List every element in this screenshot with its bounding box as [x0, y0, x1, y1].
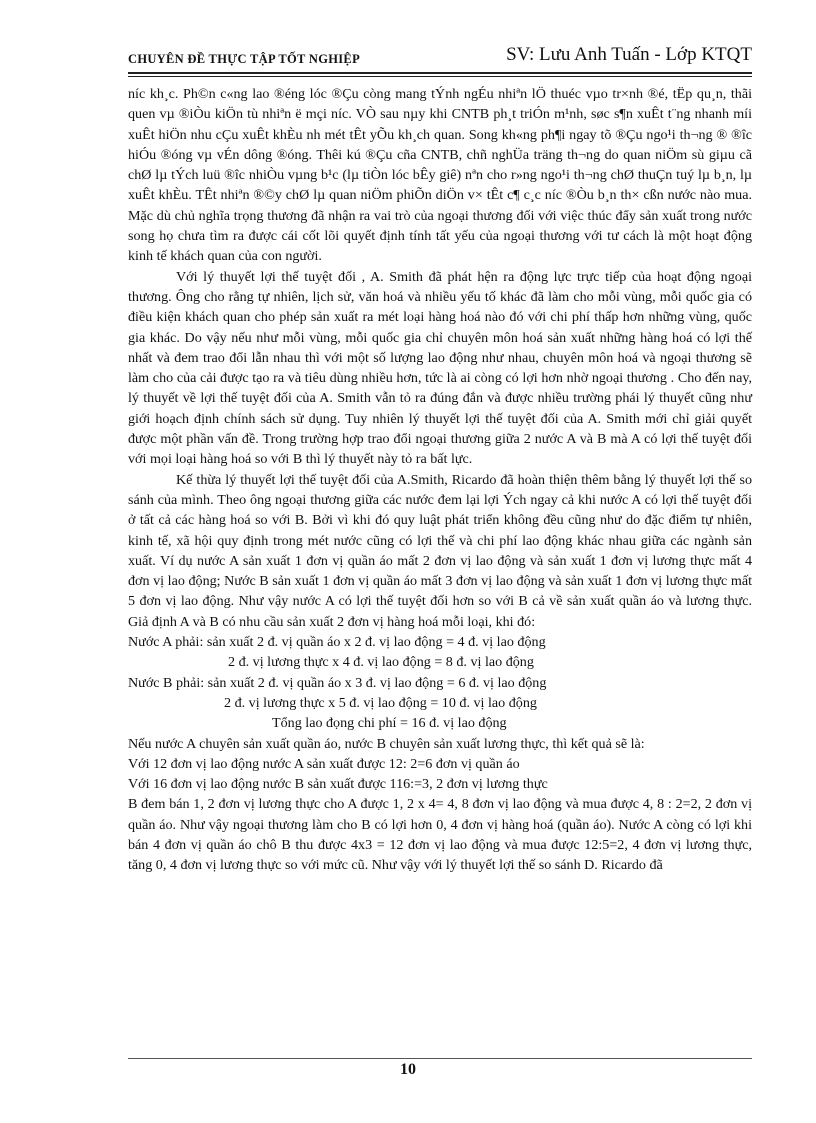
- paragraph: Với lý thuyết lợi thế tuyệt đối , A. Smith đã phát hện ra động lực trực tiếp của hoạt động ngoại thương. Ông cho rằng tự nhiên, lịch sử, văn hoá và nhiều yếu tố khác đã làm cho mỗi vùng, mỗi quốc gia có điều kiện khách quan cho phép sản xuất ra mét loại hàng hoá nào đó với chi phí thấp hơn những vùng, quốc gia khác. Do vậy nếu như mỗi vùng, mỗi quốc gia chỉ chuyên môn hoá sản xuất những hàng hoá có lợi thế nhất và đem trao đổi lẫn nhau thì với một số lượng lao động như nhau, chuyên môn hoá và ngoại thương sẽ làm cho của cải được tạo ra và tiêu dùng nhiều hơn, tức là ai còng có lợi hơn nhờ ngoại thương . Cho đến nay, lý thuyết về lợi thế tuyệt đối của A. Smith vẫn tỏ ra đúng đắn và được nhiều trường phái lý thuyết cũng như giới hoạch định chính sách sử dụng. Tuy nhiên lý thuyết lợi thế tuyệt đối của A. Smith mới chỉ giải quyết được một phần vấn đề. Trong trường hợp trao đổi ngoại thương giữa 2 nước A và B mà A có lợi thế tuyệt đối với mọi loại hàng hoá so với B thì lý thuyết này tỏ ra bất lực.: [128, 268, 752, 468]
- header-rule-thick: [128, 72, 752, 74]
- calc-line: 2 đ. vị lương thực x 5 đ. vị lao động = 10 đ. vị lao động: [224, 694, 537, 711]
- paragraph: níc kh¸c. Ph©n c«ng lao ®éng lóc ®Çu còng mang tÝnh ngÉu nhiªn lÖ thuéc vµo tr×nh ®é, tËp qu¸n, thãi quen vµ ®iÒu kiÖn tù nhiªn ë mçi níc. VÒ sau nµy khi CNTB ph¸t triÓn m¹nh, søc s¶n xuÊt t¨ng nhanh míi xuÊt hiÖn nhu cÇu xuÊt khÈu nh mét tÊt yÕu kh¸ch quan. Song kh«ng ph¶i ngay tõ ®Çu ngo¹i th¬ng ® ®îc hiÓu ®óng vµ vÉn dông ®óng. Thêi kú ®Çu cña CNTB, chñ nghÜa träng th¬ng do quan niÖm sù giµu cã chØ lµ tÝch luü ®îc nhiÒu vµng b¹c (lµ tiÒn lóc bÊy giê) nªn cho r»ng ngo¹i th¬ng chØ thuÇn tuý lµ b¸n, lµ xuÊt khÈu. TÊt nhiªn ®©y chØ lµ quan niÖm phiÕn diÖn v× tÊt c¶ c¸c níc ®Òu b¸n th× cßn nước nào mua. Mặc dù chủ nghĩa trọng thương đã nhận ra vai trò của ngoại thương đối với việc thúc đẩy sản xuất trong nước song họ chưa tìm ra được cái cốt lõi quyết định tính tất yếu của ngoại thương với tư cách là một hoạt động kinh tế khách quan của con người.: [128, 86, 752, 265]
- text-line: Với 12 đơn vị lao động nước A sản xuất được 12: 2=6 đơn vị quần áo: [128, 755, 520, 772]
- paragraph: B đem bán 1, 2 đơn vị lương thực cho A được 1, 2 x 4= 4, 8 đơn vị lao động và mua được 4, 8 : 2=2, 2 đơn vị quần áo. Như vậy ngoại thương làm cho B có lợi hơn 0, 4 đơn vị hàng hoá (quần áo). Nước A còng có lợi khi bán 4 đơn vị quần áo chô B thu được 4x3 = 12 đơn vị lao động và mua được 12:5=2, 4 đơn vị lương thực, tăng 0, 4 đơn vị lương thực so với mức cũ. Như vậy với lý thuyết lợi thế so sánh D. Ricardo đã: [128, 796, 752, 874]
- footer-rule: [128, 1058, 752, 1059]
- page-number: 10: [400, 1061, 416, 1078]
- paragraph: Nếu nước A chuyên sản xuất quần áo, nước B chuyên sản xuất lương thực, thì kết quả sẽ là:: [128, 735, 645, 752]
- paragraph: Kế thừa lý thuyết lợi thế tuyệt đối của A.Smith, Ricardo đã hoàn thiện thêm bằng lý thuyết lợi thế so sánh của mình. Theo ông ngoại thương giữa các nước đem lại lợi Ých ngay cả khi nước A có lợi thế tuyệt đối ở tất cả các hàng hoá so với B. Bởi vì khi đó quy luật phát triển không đều cũng như do đặc điểm tự nhiên, kinh tế, xã hội quy định trong mét nước cũng có lợi thế và chi phí lao động khác nhau giữa các ngành sản xuất. Ví dụ nước A sản xuất 1 đơn vị quần áo mất 2 đơn vị lao động và sản xuất 1 đơn vị lương thực mất 4 đơn vị lao động; Nước B sản xuất 1 đơn vị quần áo mất 3 đơn vị lao động và sản xuất 1 đơn vị lương thực mất 5 đơn vị lao động. Như vậy nước A có lợi thế tuyệt đối hơn so với B cả về sản xuất quần áo và lương thực. Giả định A và B có nhu cầu sản xuất 2 đơn vị hàng hoá mỗi loại, khi đó:: [128, 471, 752, 630]
- calc-total: Tổng lao đọng chi phí = 16 đ. vị lao động: [272, 715, 507, 732]
- calc-line: 2 đ. vị lương thực x 4 đ. vị lao động = 8 đ. vị lao động: [228, 654, 534, 671]
- calc-line: Nước B phải: sản xuất 2 đ. vị quần áo x 3 đ. vị lao động = 6 đ. vị lao động: [128, 674, 547, 691]
- calc-line: Nước A phải: sản xuất 2 đ. vị quần áo x 2 đ. vị lao động = 4 đ. vị lao động: [128, 634, 546, 651]
- header-title: CHUYÊN ĐỀ THỰC TẬP TỐT NGHIỆP: [128, 52, 361, 66]
- text-line: Với 16 đơn vị lao động nước B sản xuất được 116:=3, 2 đơn vị lương thực: [128, 776, 548, 793]
- header-rule-thin: [128, 76, 752, 77]
- header-author: SV: Lưu Anh Tuấn - Lớp KTQT: [506, 44, 752, 65]
- page-body: [128, 84, 752, 876]
- page-header: [128, 44, 752, 72]
